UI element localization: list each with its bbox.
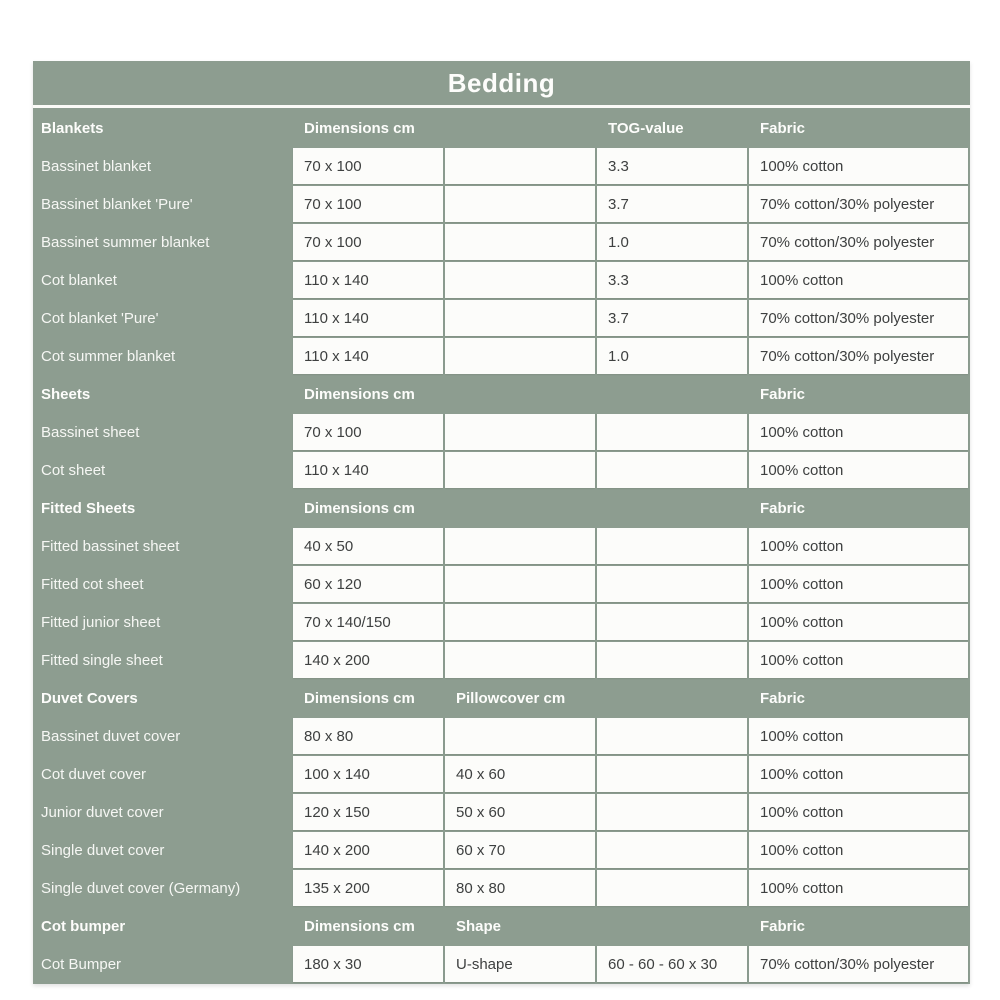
section-header-duvet-covers <box>35 680 968 716</box>
row-label: Cot duvet cover <box>41 765 147 783</box>
table-cell: 70% cotton/30% polyester <box>749 300 968 336</box>
table-row <box>35 414 968 450</box>
table-cell <box>597 604 747 640</box>
table-cell: 70% cotton/30% polyester <box>749 186 968 222</box>
row-label: Cot blanket 'Pure' <box>41 309 159 327</box>
table-cell: 100% cotton <box>749 642 968 678</box>
column-header-cell: TOG-value <box>608 119 684 137</box>
table-cell: 60 x 120 <box>293 566 443 602</box>
table-row <box>35 756 968 792</box>
section-title-cell: Duvet Covers <box>41 689 138 707</box>
column-header-cell: Dimensions cm <box>304 385 415 403</box>
table-cell: 60 x 70 <box>445 832 595 868</box>
table-cell <box>445 338 595 374</box>
table-cell <box>445 642 595 678</box>
table-row <box>35 148 968 184</box>
row-label: Bassinet blanket 'Pure' <box>41 195 193 213</box>
row-label: Cot Bumper <box>41 955 122 973</box>
table-cell <box>597 414 747 450</box>
table-row <box>35 300 968 336</box>
column-header-cell: Dimensions cm <box>304 119 415 137</box>
table-cell <box>597 528 747 564</box>
table-cell: 80 x 80 <box>445 870 595 906</box>
row-label: Bassinet blanket <box>41 157 152 175</box>
row-label: Bassinet duvet cover <box>41 727 181 745</box>
table-cell: 60 - 60 - 60 x 30 <box>597 946 747 982</box>
table-cell: 100% cotton <box>749 832 968 868</box>
table-cell <box>597 832 747 868</box>
table-row <box>35 186 968 222</box>
table-cell: 3.3 <box>597 262 747 298</box>
row-label: Junior duvet cover <box>41 803 164 821</box>
row-label: Single duvet cover <box>41 841 165 859</box>
table-cell: 80 x 80 <box>293 718 443 754</box>
column-header-cell: Dimensions cm <box>304 689 415 707</box>
table-cell: 70% cotton/30% polyester <box>749 946 968 982</box>
row-label: Fitted bassinet sheet <box>41 537 180 555</box>
table-row <box>35 224 968 260</box>
table-cell <box>445 718 595 754</box>
table-cell <box>445 300 595 336</box>
table-cell: 1.0 <box>597 338 747 374</box>
table-cell <box>597 794 747 830</box>
row-label: Cot sheet <box>41 461 106 479</box>
table-cell: 100% cotton <box>749 262 968 298</box>
table-cell: 100% cotton <box>749 148 968 184</box>
column-header-cell: Shape <box>456 917 502 935</box>
table-cell <box>445 186 595 222</box>
table-cell: 180 x 30 <box>293 946 443 982</box>
column-header-cell: Fabric <box>760 917 806 935</box>
section-title-cell: Blankets <box>41 119 104 137</box>
column-header-cell <box>597 908 747 944</box>
table-row <box>35 338 968 374</box>
table-cell: 100 x 140 <box>293 756 443 792</box>
table-cell <box>445 262 595 298</box>
table-cell <box>597 642 747 678</box>
section-header-sheets <box>35 376 968 412</box>
row-label: Fitted cot sheet <box>41 575 144 593</box>
table-cell: 100% cotton <box>749 528 968 564</box>
table-cell: 110 x 140 <box>293 452 443 488</box>
column-header-cell <box>597 376 747 412</box>
table-cell: 70% cotton/30% polyester <box>749 224 968 260</box>
column-header-cell: Fabric <box>760 385 806 403</box>
table-row <box>35 604 968 640</box>
row-label: Bassinet sheet <box>41 423 140 441</box>
column-header-cell <box>597 490 747 526</box>
table-cell <box>597 718 747 754</box>
table-cell <box>445 528 595 564</box>
row-label: Single duvet cover (Germany) <box>41 879 241 897</box>
section-header-blankets <box>35 110 968 146</box>
row-label: Bassinet summer blanket <box>41 233 210 251</box>
table-cell <box>597 452 747 488</box>
column-header-cell: Fabric <box>760 689 806 707</box>
table-row <box>35 832 968 868</box>
table-cell: 40 x 50 <box>293 528 443 564</box>
table-cell: 1.0 <box>597 224 747 260</box>
table-cell <box>445 148 595 184</box>
table-row <box>35 794 968 830</box>
section-header-fitted-sheets <box>35 490 968 526</box>
table-cell <box>445 604 595 640</box>
table-cell: 70 x 100 <box>293 148 443 184</box>
table-cell: 120 x 150 <box>293 794 443 830</box>
table-cell: 100% cotton <box>749 718 968 754</box>
bedding-spec-panel <box>33 61 970 984</box>
row-label: Cot summer blanket <box>41 347 176 365</box>
table-cell: 3.7 <box>597 186 747 222</box>
table-row <box>35 528 968 564</box>
table-cell <box>445 452 595 488</box>
table-cell: 70 x 100 <box>293 186 443 222</box>
column-header-cell <box>445 376 595 412</box>
table-cell <box>445 224 595 260</box>
table-cell: 40 x 60 <box>445 756 595 792</box>
table-cell: 70 x 100 <box>293 414 443 450</box>
table-cell: 100% cotton <box>749 414 968 450</box>
row-label: Fitted junior sheet <box>41 613 161 631</box>
column-header-cell: Fabric <box>760 119 806 137</box>
table-row <box>35 642 968 678</box>
table-cell <box>445 566 595 602</box>
column-header-cell <box>445 490 595 526</box>
table-cell: 100% cotton <box>749 794 968 830</box>
column-header-cell <box>445 110 595 146</box>
table-row <box>35 946 968 982</box>
row-label: Cot blanket <box>41 271 117 289</box>
table-row <box>35 718 968 754</box>
table-row <box>35 452 968 488</box>
table-row <box>35 262 968 298</box>
row-label: Fitted single sheet <box>41 651 163 669</box>
table-cell: U-shape <box>445 946 595 982</box>
table-cell: 100% cotton <box>749 870 968 906</box>
table-cell: 3.3 <box>597 148 747 184</box>
table-cell: 100% cotton <box>749 566 968 602</box>
table-cell: 70 x 140/150 <box>293 604 443 640</box>
column-header-cell: Dimensions cm <box>304 917 415 935</box>
table-row <box>35 566 968 602</box>
table-cell <box>597 756 747 792</box>
table-cell: 50 x 60 <box>445 794 595 830</box>
column-header-cell: Dimensions cm <box>304 499 415 517</box>
table-row <box>35 870 968 906</box>
table-cell: 70 x 100 <box>293 224 443 260</box>
table-cell: 100% cotton <box>749 756 968 792</box>
page-title: Bedding <box>447 67 556 98</box>
section-title-cell: Cot bumper <box>41 917 126 935</box>
column-header-cell: Fabric <box>760 499 806 517</box>
table-cell: 135 x 200 <box>293 870 443 906</box>
table-cell: 100% cotton <box>749 604 968 640</box>
table-cell <box>597 566 747 602</box>
table-cell: 140 x 200 <box>293 642 443 678</box>
section-title-cell: Fitted Sheets <box>41 499 136 517</box>
table-cell: 3.7 <box>597 300 747 336</box>
table-cell: 100% cotton <box>749 452 968 488</box>
bedding-table <box>33 108 970 984</box>
section-title-cell: Sheets <box>41 385 91 403</box>
section-header-cot-bumper <box>35 908 968 944</box>
table-cell <box>445 414 595 450</box>
table-cell: 110 x 140 <box>293 338 443 374</box>
table-cell: 110 x 140 <box>293 300 443 336</box>
bedding-table-body <box>35 110 968 982</box>
table-cell: 70% cotton/30% polyester <box>749 338 968 374</box>
table-cell: 110 x 140 <box>293 262 443 298</box>
column-header-cell <box>597 680 747 716</box>
title-band <box>33 61 970 108</box>
table-cell <box>597 870 747 906</box>
column-header-cell: Pillowcover cm <box>456 689 566 707</box>
table-cell: 140 x 200 <box>293 832 443 868</box>
